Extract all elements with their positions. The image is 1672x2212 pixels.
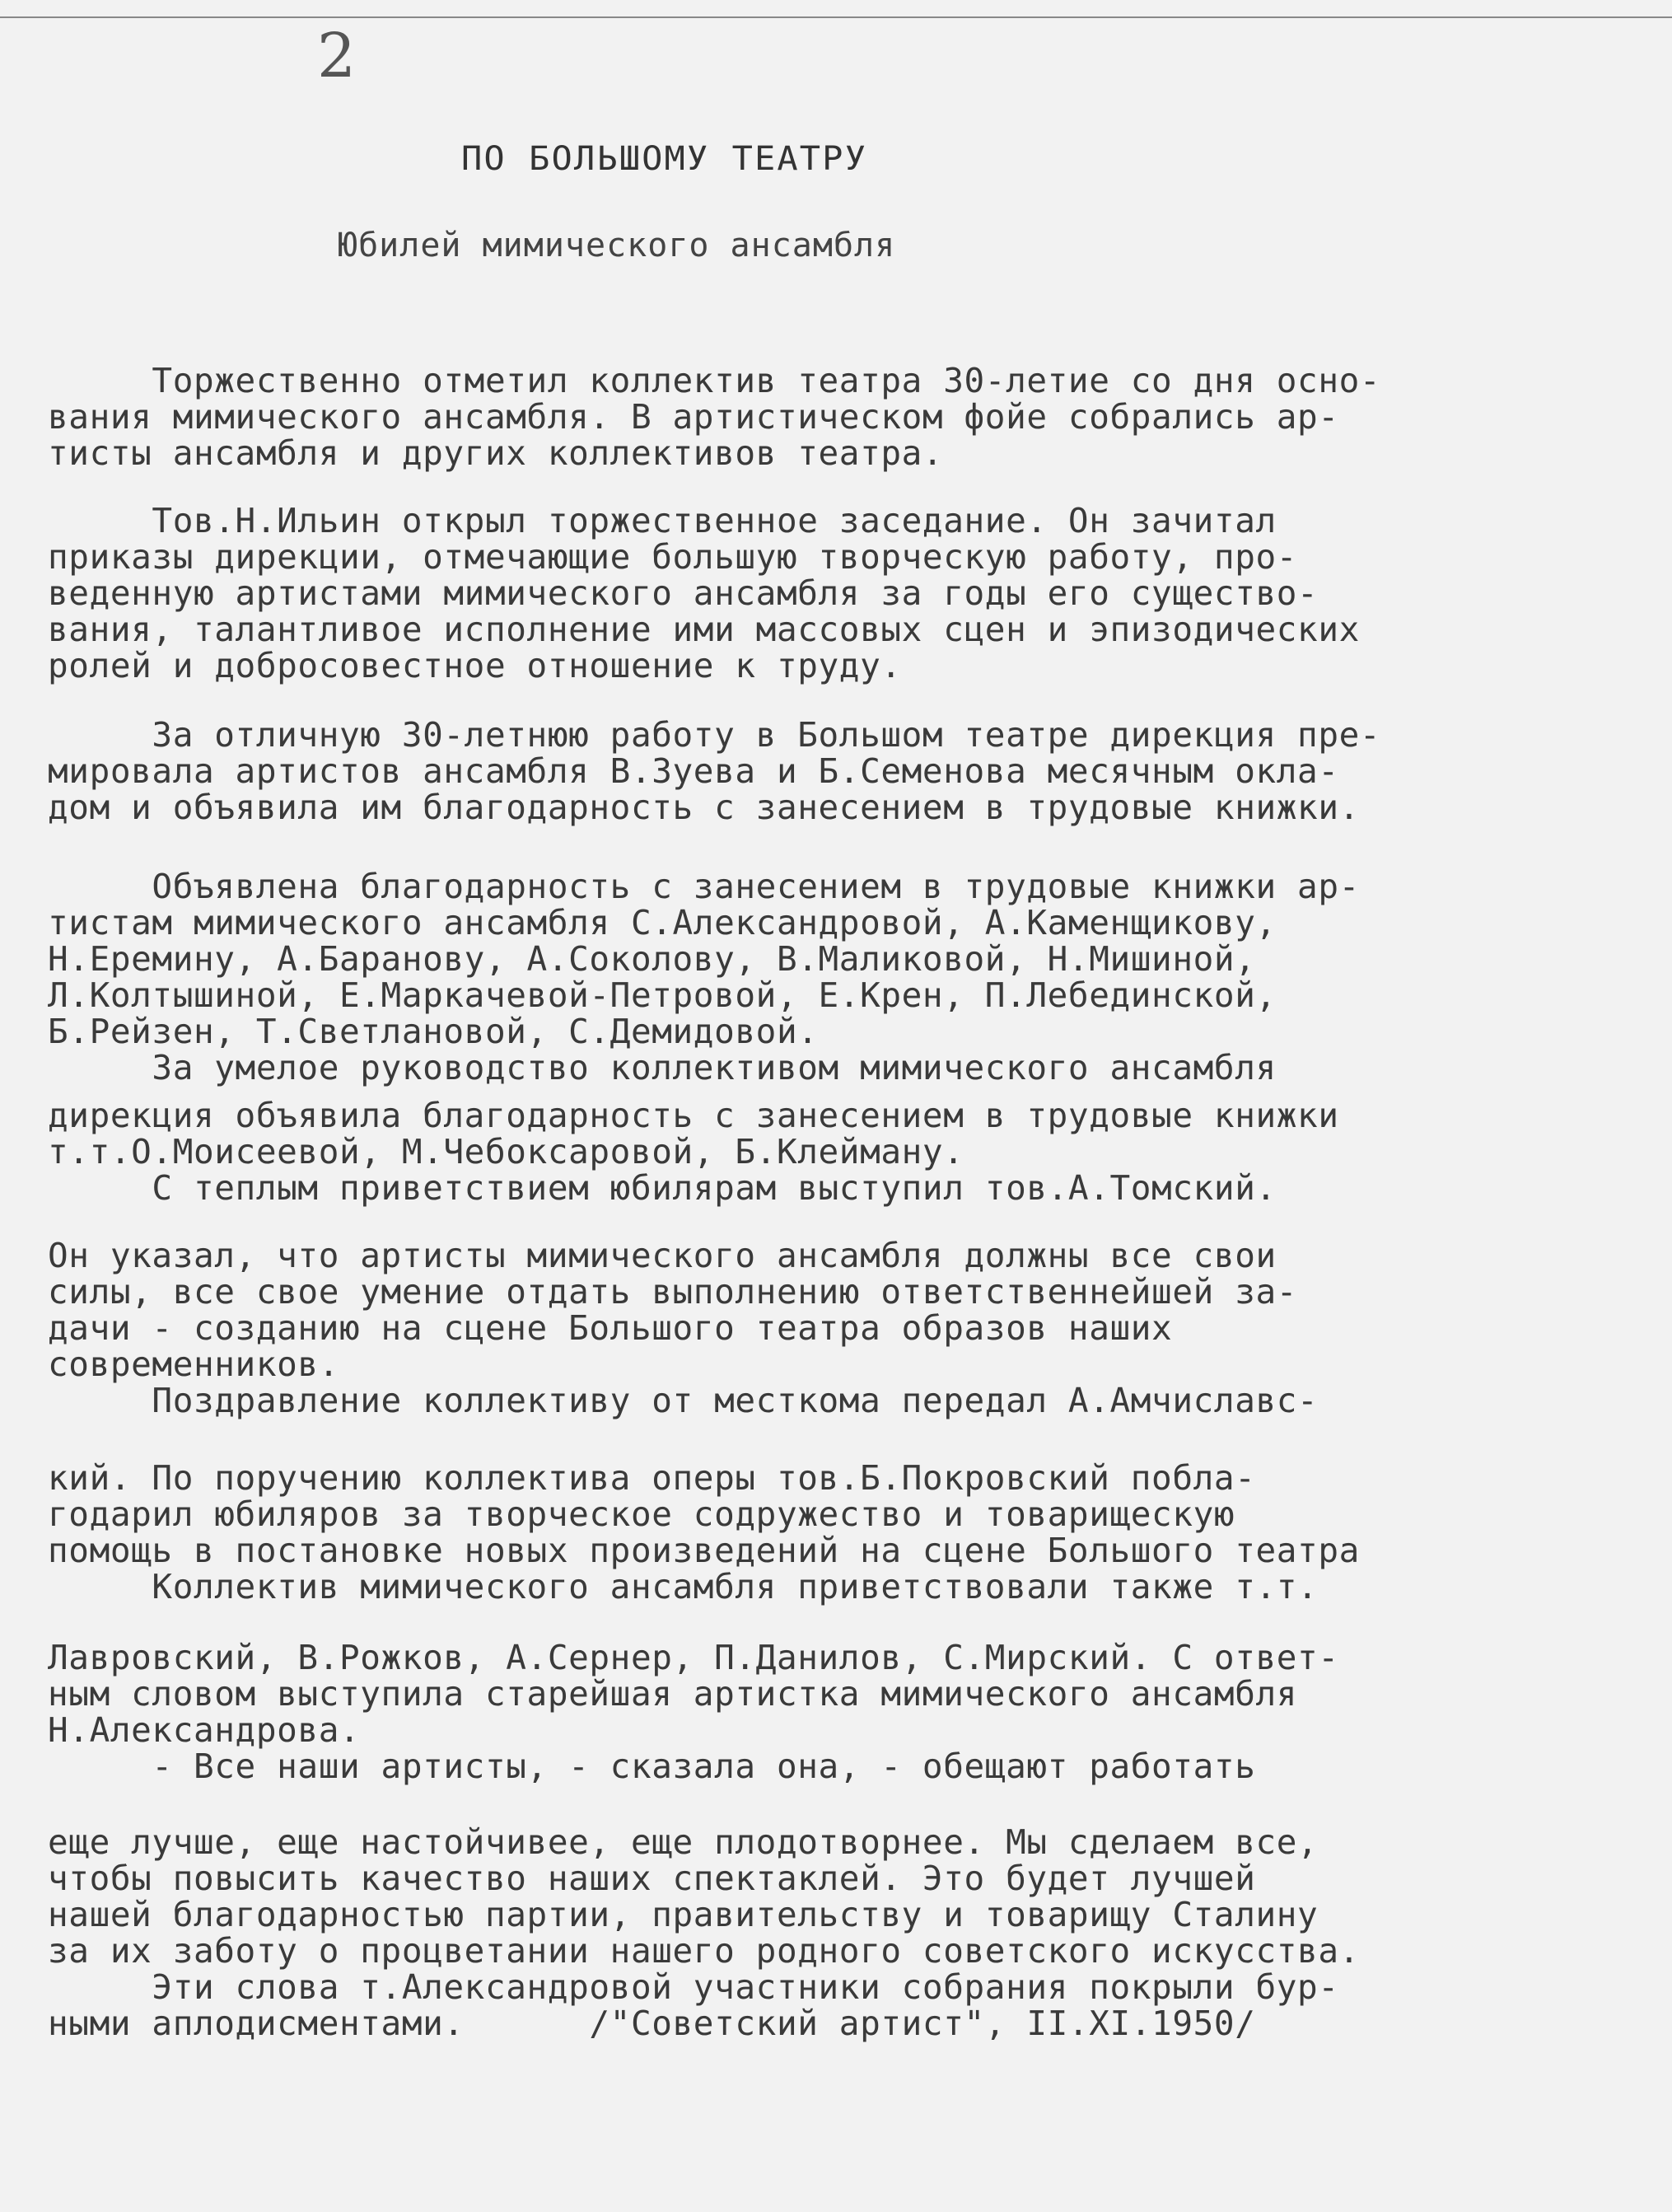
document-title: ПО БОЛЬШОМУ ТЕАТРУ xyxy=(461,140,867,178)
text-line: современников. xyxy=(48,1345,339,1384)
text-line: ными аплодисментами. /"Советский артист", II.XI.1950/ xyxy=(48,2004,1256,2043)
text-line: дачи - созданию на сцене Большого театра образов наших xyxy=(48,1308,1173,1348)
text-line: Л.Колтышиной, Е.Маркачевой-Петровой, Е.Крен, П.Лебединской, xyxy=(48,975,1277,1015)
text-line: нашей благодарностью партии, правительству и товарищу Сталину xyxy=(48,1895,1319,1934)
text-line: кий. По поручению коллектива оперы тов.Б.Покровский побла- xyxy=(48,1458,1256,1498)
text-line: Поздравление коллективу от месткома передал А.Амчиславс- xyxy=(48,1381,1319,1420)
text-line: дом и объявила им благодарность с занесением в трудовые книжки. xyxy=(48,788,1360,827)
text-line: Торжественно отметил коллектив театра 30-летие со дня осно- xyxy=(48,361,1381,400)
text-line: еще лучше, еще настойчивее, еще плодотворнее. Мы сделаем все, xyxy=(48,1822,1319,1862)
text-line: С теплым приветствием юбилярам выступил тов.А.Томский. xyxy=(48,1168,1277,1208)
text-line: Тов.Н.Ильин открыл торжественное заседание. Он зачитал xyxy=(48,501,1277,540)
text-line: Объявлена благодарность с занесением в трудовые книжки ар- xyxy=(48,867,1360,906)
text-line: Лавровский, В.Рожков, А.Сернер, П.Данилов, С.Мирский. С ответ- xyxy=(48,1638,1339,1677)
text-line: дирекция объявила благодарность с занесением в трудовые книжки xyxy=(48,1096,1339,1135)
text-line: помощь в постановке новых произведений на сцене Большого театра xyxy=(48,1531,1360,1570)
text-line: Н.Еремину, А.Баранову, А.Соколову, В.Маликовой, Н.Мишиной, xyxy=(48,939,1256,979)
text-line: За отличную 30-летнюю работу в Большом театре дирекция пре- xyxy=(48,715,1381,755)
text-line: вания мимического ансамбля. В артистическом фойе собрались ар- xyxy=(48,397,1339,437)
text-line: приказы дирекции, отмечающие большую творческую работу, про- xyxy=(48,537,1298,577)
text-line: Эти слова т.Александровой участники собрания покрыли бур- xyxy=(48,1967,1339,2007)
text-line: мировала артистов ансамбля В.Зуева и Б.Семенова месячным окла- xyxy=(48,751,1339,791)
text-line: тистам мимического ансамбля С.Александровой, А.Каменщикову, xyxy=(48,903,1277,942)
text-line: чтобы повысить качество наших спектаклей. Это будет лучшей xyxy=(48,1859,1256,1898)
text-line: вания, талантливое исполнение ими массовых сцен и эпизодических xyxy=(48,610,1360,649)
text-line: силы, все свое умение отдать выполнению ответственнейшей за- xyxy=(48,1272,1298,1312)
text-line: За умелое руководство коллективом мимического ансамбля xyxy=(48,1048,1277,1087)
text-line: т.т.О.Моисеевой, М.Чебоксаровой, Б.Клейману. xyxy=(48,1132,964,1171)
text-line: веденную артистами мимического ансамбля за годы его существо- xyxy=(48,573,1319,613)
text-line: за их заботу о процветании нашего родного советского искусства. xyxy=(48,1931,1360,1971)
top-border-line xyxy=(0,16,1672,18)
text-line: годарил юбиляров за творческое содружество и товарищескую xyxy=(48,1494,1235,1534)
text-line: ным словом выступила старейшая артистка мимического ансамбля xyxy=(48,1674,1298,1714)
text-line: Н.Александрова. xyxy=(48,1710,361,1750)
text-line: Б.Рейзен, Т.Светлановой, С.Демидовой. xyxy=(48,1012,819,1051)
page-number: 2 xyxy=(317,21,357,91)
text-line: Он указал, что артисты мимического ансамбля должны все свои xyxy=(48,1236,1277,1275)
text-line: ролей и добросовестное отношение к труду. xyxy=(48,646,902,685)
text-line: тисты ансамбля и других коллективов театра. xyxy=(48,433,944,473)
text-line: Коллектив мимического ансамбля приветствовали также т.т. xyxy=(48,1567,1319,1606)
document-subtitle: Юбилей мимического ансамбля xyxy=(338,227,896,264)
text-line: - Все наши артисты, - сказала она, - обещают работать xyxy=(48,1747,1256,1786)
